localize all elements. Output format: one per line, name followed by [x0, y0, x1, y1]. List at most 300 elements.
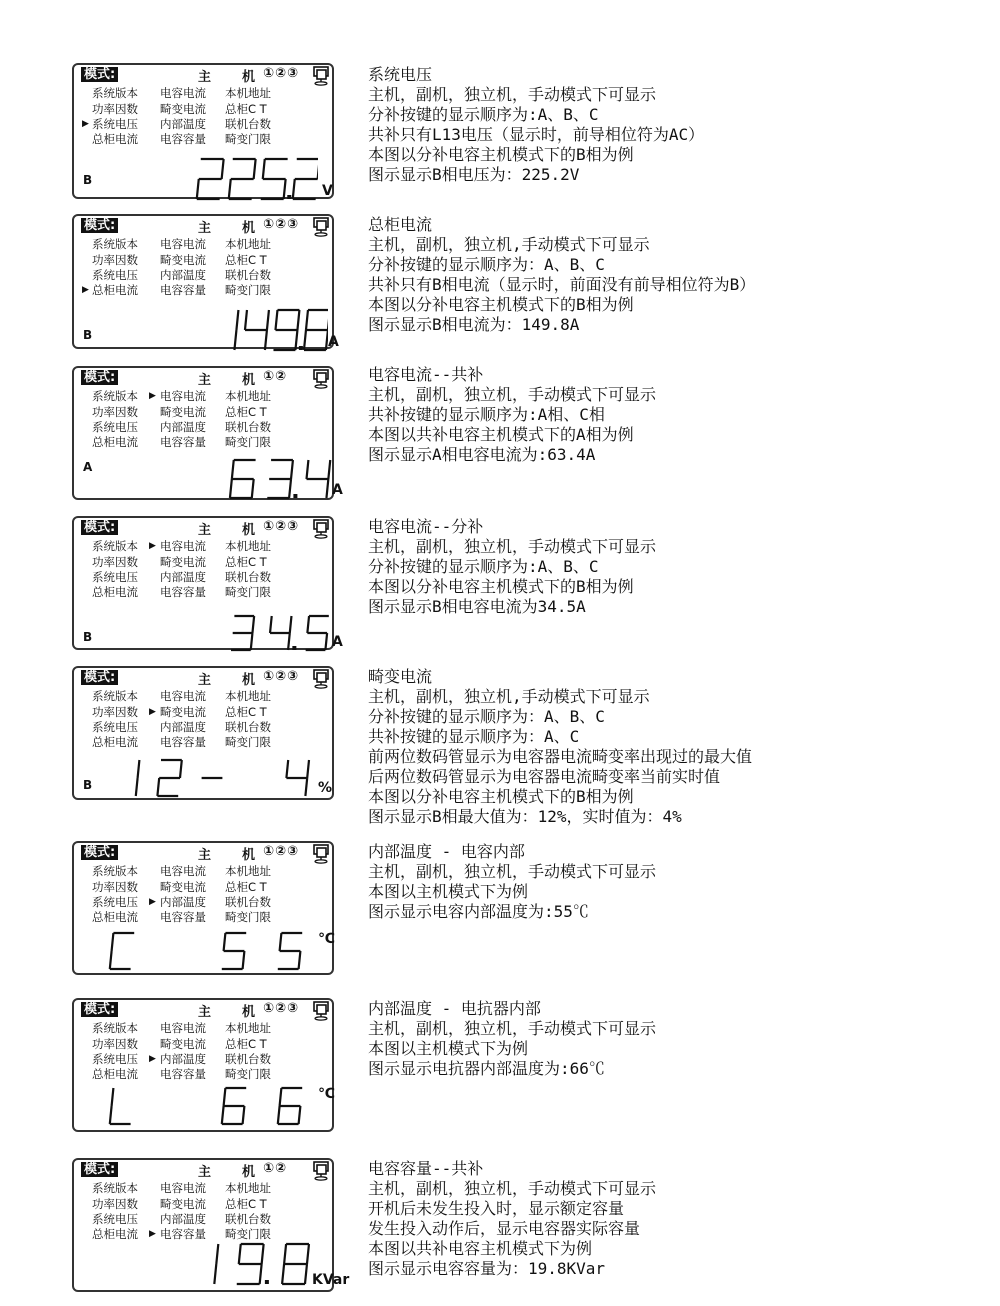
network-icon [312, 66, 332, 86]
lcd-panel [72, 841, 334, 975]
segment-f [245, 310, 247, 330]
segment-c [252, 479, 254, 498]
menu-item: 功率因数 [92, 1037, 138, 1051]
segment-f [239, 1244, 241, 1264]
menu-item: 畸变电流 [160, 555, 206, 569]
section-title: 电容电流--分补 [368, 517, 484, 536]
segment-digit [306, 616, 329, 650]
menu-row [74, 705, 332, 720]
menu-row [74, 585, 332, 600]
description-line: 主机，副机，独立机,手动模式下可显示 [368, 687, 650, 706]
menu-item: 电容容量 [160, 910, 206, 924]
phase-letter: B [83, 328, 93, 342]
description-line: 共补按键的显示顺序为:A相、C相 [368, 405, 605, 424]
segment-e [222, 1106, 224, 1124]
menu-item: 总柜C T [225, 1037, 267, 1051]
host-label-zhu: 主 [198, 373, 212, 388]
segment-digit [229, 159, 256, 199]
segment-f [306, 310, 308, 330]
description-line: 共补只有B相电流（显示时，前面没有前导相位符为B） [368, 275, 756, 294]
segment-digit [270, 616, 296, 650]
pointer-arrow-icon: ▶ [149, 391, 156, 401]
segment-f [284, 1244, 286, 1264]
menu-item: 内部温度 [160, 570, 206, 584]
host-label-zhu: 主 [198, 523, 212, 538]
segment-b [138, 760, 140, 778]
menu-item: 畸变电流 [160, 705, 206, 719]
segment-digit [286, 760, 309, 796]
description-line: 本图以分补电容主机模式下的B相为例 [368, 295, 634, 314]
menu-row [74, 720, 332, 735]
segment-b [307, 1244, 309, 1264]
menu-item: 电容电流 [160, 689, 206, 703]
unit-label: ℃ [318, 931, 335, 947]
menu-item: 总柜电流 [92, 585, 138, 599]
segment-c [325, 633, 327, 650]
segment-c [265, 330, 267, 350]
menu-item: 系统电压 [92, 117, 138, 131]
description-line: 主机，副机，独立机，手动模式下可显示 [368, 1179, 657, 1198]
menu-item: 电容电流 [160, 539, 206, 553]
description-line: 本图以共补电容主机模式下为例 [368, 1239, 593, 1258]
menu-row [74, 880, 332, 895]
segment-digit [222, 933, 246, 969]
menu-item: 总柜C T [225, 555, 267, 569]
phase-letter: B [83, 778, 93, 792]
unit-label: KVar [312, 1272, 350, 1288]
menu-item: 电容容量 [160, 1227, 206, 1241]
host-label-ji: 机 [242, 221, 256, 236]
description-line: 后两位数码管显示为电容器电流畸变率当前实时值 [368, 767, 721, 786]
segment-f [280, 1088, 282, 1106]
segment-e [229, 179, 231, 199]
network-icon [312, 369, 332, 389]
host-label-ji: 机 [242, 70, 256, 85]
decimal-point [292, 646, 296, 650]
description-line: 共补按键的显示顺序为：A、C [368, 727, 580, 746]
phase-indicators: ①②③ [263, 669, 300, 684]
segment-c [251, 633, 253, 650]
segment-digit [110, 1088, 131, 1124]
description-line: 图示显示电容内部温度为:55℃ [368, 902, 589, 921]
menu-row [74, 895, 332, 910]
menu-row [74, 102, 332, 117]
lcd-panel [72, 666, 334, 800]
segment-digit [197, 159, 224, 199]
segment-b [254, 159, 256, 179]
description-line: 分补按键的显示顺序为：A、B、C [368, 707, 605, 726]
segment-digit [237, 1244, 269, 1284]
host-label-zhu: 主 [198, 1005, 212, 1020]
network-icon [312, 1001, 332, 1021]
segment-c [305, 1264, 307, 1284]
segment-b [291, 460, 293, 479]
menu-item: 畸变门限 [225, 735, 271, 749]
description-line: 分补按键的显示顺序为:A、B、C [368, 557, 599, 576]
mode-label: 模式: [81, 1002, 118, 1017]
segment-digit [278, 1088, 302, 1124]
menu-item: 系统版本 [92, 237, 138, 251]
menu-item: 联机台数 [225, 720, 271, 734]
menu-item: 功率因数 [92, 1197, 138, 1211]
lcd-panel [72, 214, 339, 350]
seven-segment-display [220, 458, 332, 500]
description-line: 主机，副机，独立机，手动模式下可显示 [368, 385, 657, 404]
section-title: 畸变电流 [368, 667, 433, 686]
menu-item: 内部温度 [160, 268, 206, 282]
host-label-ji: 机 [242, 523, 256, 538]
menu-item: 电容容量 [160, 585, 206, 599]
segment-f [112, 933, 114, 951]
pointer-arrow-icon: ▶ [149, 1229, 156, 1239]
menu-row [74, 570, 332, 585]
pointer-arrow-icon: ▶ [149, 707, 156, 717]
menu-item: 系统版本 [92, 1181, 138, 1195]
unit-label: ℃ [318, 1086, 335, 1102]
menu-item: 系统版本 [92, 1021, 138, 1035]
menu-item: 电容电流 [160, 1181, 206, 1195]
segment-c [260, 1264, 262, 1284]
menu-item: 本机地址 [225, 389, 271, 403]
menu-item: 总柜C T [225, 880, 267, 894]
segment-f [224, 1088, 226, 1106]
phase-letter: A [83, 460, 93, 474]
menu-row [74, 405, 332, 420]
mode-label: 模式: [81, 845, 118, 860]
menu-item: 系统电压 [92, 420, 138, 434]
segment-b [222, 159, 224, 179]
menu-item: 本机地址 [225, 86, 271, 100]
seven-segment-display [178, 1242, 314, 1286]
menu-item: 总柜电流 [92, 283, 138, 297]
segment-c [234, 330, 236, 350]
seven-segment-display [220, 614, 332, 652]
seven-segment-display [102, 758, 314, 798]
segment-c [305, 778, 307, 796]
menu-item: 本机地址 [225, 237, 271, 251]
menu-item: 系统电压 [92, 570, 138, 584]
phase-letter: B [83, 173, 93, 187]
menu-row [74, 1181, 332, 1196]
menu-item: 畸变电流 [160, 1197, 206, 1211]
menu-item: 系统版本 [92, 389, 138, 403]
menu-item: 联机台数 [225, 570, 271, 584]
menu-item: 总柜电流 [92, 132, 138, 146]
seven-segment-display [206, 308, 328, 352]
menu-item: 内部温度 [160, 895, 206, 909]
menu-item: 内部温度 [160, 420, 206, 434]
menu-row [74, 420, 332, 435]
segment-f [275, 310, 277, 330]
host-label-zhu: 主 [198, 221, 212, 236]
menu-item: 总柜C T [225, 102, 267, 116]
menu-item: 电容容量 [160, 283, 206, 297]
host-label-ji: 机 [242, 1005, 256, 1020]
menu-row [74, 1067, 332, 1082]
menu-item: 本机地址 [225, 1021, 271, 1035]
menu-item: 联机台数 [225, 1052, 271, 1066]
description-line: 主机，副机，独立机，手动模式下可显示 [368, 862, 657, 881]
segment-digit [234, 310, 238, 350]
segment-e [157, 778, 159, 796]
menu-row [74, 435, 332, 450]
menu-item: 总柜电流 [92, 435, 138, 449]
description-block [368, 999, 988, 1079]
menu-item: 内部温度 [160, 1052, 206, 1066]
host-label-zhu: 主 [198, 848, 212, 863]
menu-item: 畸变电流 [160, 880, 206, 894]
segment-e [197, 179, 199, 199]
menu-item: 内部温度 [160, 1212, 206, 1226]
description-line: 本图以分补电容主机模式下的B相为例 [368, 787, 634, 806]
menu-item: 总柜C T [225, 1197, 267, 1211]
menu-item: 电容电流 [160, 237, 206, 251]
description-line: 分补按键的显示顺序为:A、B、C [368, 105, 599, 124]
menu-row [74, 910, 332, 925]
description-line: 本图以分补电容主机模式下的B相为例 [368, 577, 634, 596]
menu-item: 总柜电流 [92, 910, 138, 924]
menu-row [74, 735, 332, 750]
menu-row [74, 268, 332, 283]
menu-item: 畸变门限 [225, 910, 271, 924]
mode-label: 模式: [81, 67, 118, 82]
menu-item: 总柜C T [225, 705, 267, 719]
phase-indicators: ①②③ [263, 66, 300, 81]
menu-row [74, 237, 332, 252]
section-title: 内部温度 - 电抗器内部 [368, 999, 541, 1018]
seven-segment-display [190, 157, 318, 201]
menu-item: 联机台数 [225, 420, 271, 434]
unit-label: A [332, 482, 343, 498]
menu-item: 联机台数 [225, 268, 271, 282]
segment-f [224, 933, 226, 951]
mode-label: 模式: [81, 370, 118, 385]
pointer-arrow-icon: ▶ [149, 1054, 156, 1064]
section-title: 内部温度 - 电容内部 [368, 842, 525, 861]
menu-row [74, 1197, 332, 1212]
host-label-zhu: 主 [198, 1165, 212, 1180]
menu-item: 系统版本 [92, 86, 138, 100]
segment-e [230, 479, 232, 498]
segment-digit [136, 760, 140, 796]
menu-row [74, 1021, 332, 1036]
pointer-arrow-icon: ▶ [82, 119, 89, 129]
unit-label: V [322, 183, 333, 199]
segment-e [278, 1106, 280, 1124]
phase-indicators: ①②③ [263, 1001, 300, 1016]
segment-c [289, 479, 291, 498]
menu-item: 功率因数 [92, 705, 138, 719]
mode-label: 模式: [81, 520, 118, 535]
segment-f [263, 159, 265, 179]
menu-item: 联机台数 [225, 1212, 271, 1226]
menu-row [74, 253, 332, 268]
segment-b [262, 1244, 264, 1264]
segment-digit [245, 310, 269, 350]
menu-item: 本机地址 [225, 1181, 271, 1195]
segment-f [286, 760, 288, 778]
menu-row [74, 389, 332, 404]
network-icon [312, 1161, 332, 1181]
segment-f [280, 933, 282, 951]
host-label-ji: 机 [242, 373, 256, 388]
pointer-arrow-icon: ▶ [82, 285, 89, 295]
menu-item: 畸变门限 [225, 132, 271, 146]
menu-item: 总柜C T [225, 253, 267, 267]
menu-item: 内部温度 [160, 720, 206, 734]
segment-digit [273, 310, 302, 350]
description-line: 主机，副机，独立机,手动模式下可显示 [368, 235, 650, 254]
phase-indicators: ①②③ [263, 217, 300, 232]
seven-segment-display [90, 1086, 314, 1126]
description-line: 主机，副机，独立机，手动模式下可显示 [368, 1019, 657, 1038]
mode-label: 模式: [81, 218, 118, 233]
segment-f [307, 460, 309, 479]
menu-row [74, 132, 332, 147]
description-line: 主机，副机，独立机，手动模式下可显示 [368, 537, 657, 556]
menu-item: 本机地址 [225, 689, 271, 703]
host-label-zhu: 主 [198, 673, 212, 688]
segment-digit [230, 460, 256, 498]
menu-row [74, 117, 332, 132]
menu-item: 联机台数 [225, 117, 271, 131]
description-line: 图示显示电容容量为：19.8KVar [368, 1259, 606, 1278]
description-line: 共补只有L13电压（显示时，前导相位符为AC） [368, 125, 705, 144]
menu-row [74, 1212, 332, 1227]
phase-indicators: ①②③ [263, 844, 300, 859]
menu-item: 功率因数 [92, 880, 138, 894]
segment-digit [267, 460, 297, 498]
menu-row [74, 864, 332, 879]
segment-c [299, 951, 301, 969]
lcd-panel [72, 998, 334, 1132]
menu-item: 功率因数 [92, 102, 138, 116]
segment-c [136, 778, 138, 796]
segment-b [236, 310, 238, 330]
pointer-arrow-icon: ▶ [149, 897, 156, 907]
menu-item: 畸变电流 [160, 405, 206, 419]
segment-digit [231, 616, 254, 650]
segment-e [304, 330, 306, 350]
menu-item: 系统版本 [92, 689, 138, 703]
network-icon [312, 217, 332, 237]
section-title: 电容容量--共补 [368, 1159, 484, 1178]
menu-item: 总柜电流 [92, 1067, 138, 1081]
menu-item: 电容容量 [160, 1067, 206, 1081]
description-line: 前两位数码管显示为电容器电流畸变率出现过的最大值 [368, 747, 753, 766]
segment-c [243, 1106, 245, 1124]
description-block [368, 365, 988, 465]
menu-item: 联机台数 [225, 895, 271, 909]
unit-label: A [328, 334, 339, 350]
decimal-point [265, 1280, 269, 1284]
decimal-point [299, 346, 303, 350]
pointer-arrow-icon: ▶ [149, 541, 156, 551]
description-line: 本图以共补电容主机模式下的A相为例 [368, 425, 634, 444]
segment-digit [293, 159, 318, 199]
segment-digit [304, 310, 328, 350]
menu-item: 畸变电流 [160, 1037, 206, 1051]
menu-item: 本机地址 [225, 864, 271, 878]
menu-item: 电容容量 [160, 435, 206, 449]
segment-c [288, 633, 290, 650]
description-line: 本图以分补电容主机模式下的B相为例 [368, 145, 634, 164]
menu-item: 系统版本 [92, 864, 138, 878]
segment-e [110, 1106, 112, 1124]
description-block [368, 1159, 988, 1279]
network-icon [312, 519, 332, 539]
menu-item: 畸变门限 [225, 283, 271, 297]
menu-item: 系统电压 [92, 895, 138, 909]
menu-item: 功率因数 [92, 405, 138, 419]
segment-b [252, 616, 254, 633]
menu-item: 电容电流 [160, 389, 206, 403]
menu-item: 畸变门限 [225, 1227, 271, 1241]
menu-item: 系统电压 [92, 1212, 138, 1226]
section-title: 电容电流--共补 [368, 365, 484, 384]
segment-c [326, 479, 328, 498]
segment-b [307, 760, 309, 778]
segment-f [112, 1088, 114, 1106]
menu-item: 系统电压 [92, 268, 138, 282]
menu-item: 畸变电流 [160, 102, 206, 116]
menu-item: 畸变门限 [225, 1067, 271, 1081]
menu-row [74, 1052, 332, 1067]
description-block [368, 842, 988, 922]
network-icon [312, 844, 332, 864]
menu-item: 电容电流 [160, 1021, 206, 1035]
menu-row [74, 283, 332, 298]
description-line: 图示显示B相电流为：149.8A [368, 315, 580, 334]
menu-item: 功率因数 [92, 555, 138, 569]
lcd-panel [72, 366, 343, 500]
phase-indicators: ①② [263, 369, 288, 384]
description-line: 本图以主机模式下为例 [368, 1039, 529, 1058]
host-label-ji: 机 [242, 1165, 256, 1180]
description-line: 发生投入动作后，显示电容器实际容量 [368, 1219, 641, 1238]
seven-segment-display [90, 931, 314, 971]
segment-c [214, 1264, 216, 1284]
segment-b [267, 310, 269, 330]
menu-item: 电容容量 [160, 132, 206, 146]
description-block [368, 517, 988, 617]
menu-item: 系统电压 [92, 1052, 138, 1066]
phase-indicators: ①② [263, 1161, 288, 1176]
decimal-point [293, 494, 297, 498]
unit-label: % [318, 780, 333, 796]
menu-item: 系统电压 [92, 720, 138, 734]
segment-digit [214, 1244, 218, 1284]
host-label-zhu: 主 [198, 70, 212, 85]
description-line: 分补按键的显示顺序为：A、B、C [368, 255, 605, 274]
segment-digit [261, 159, 292, 199]
segment-digit [278, 933, 302, 969]
decimal-point [287, 195, 291, 199]
description-line: 图示显示B相最大值为：12%，实时值为：4% [368, 807, 682, 826]
segment-digit [222, 1088, 246, 1124]
segment-digit [307, 460, 331, 498]
segment-c [284, 179, 286, 199]
segment-c [295, 330, 297, 350]
section-title: 总柜电流 [368, 215, 433, 234]
description-block [368, 65, 988, 185]
segment-c [243, 951, 245, 969]
section-title: 系统电压 [368, 65, 433, 84]
phase-letter: B [83, 630, 93, 644]
menu-item: 电容容量 [160, 735, 206, 749]
menu-item: 畸变门限 [225, 585, 271, 599]
menu-item: 本机地址 [225, 539, 271, 553]
